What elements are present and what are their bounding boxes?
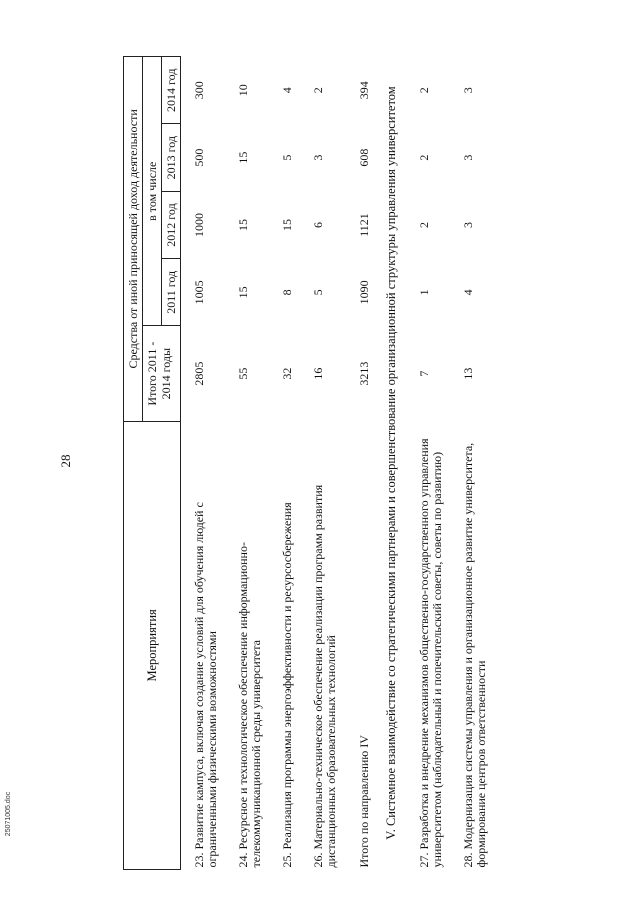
row-2014: 10 [236,84,250,97]
section-heading-row [381,57,406,870]
year-header-2011: 2011 год [162,259,181,326]
page-number: 28 [58,454,73,468]
measures-header: Мероприятия [124,421,181,869]
table-row [269,57,300,870]
row-2012: 1000 [192,212,206,237]
row-2014: 300 [192,81,206,100]
funding-table [123,56,494,870]
row-2013: 2 [417,154,431,161]
section-heading: V. Системное взаимодействие со стратегическими партнерами и совершенствование организационной структуры управления университетом [384,86,398,840]
row-2011: 5 [311,289,325,296]
row-2011: 4 [461,289,475,296]
row-total: 2805 [192,361,206,386]
year-header-2014: 2014 год [162,57,181,124]
row-total: 16 [311,367,325,380]
row-2012: 3 [461,221,475,228]
year-header-2012: 2012 год [162,191,181,258]
row-2012: 15 [236,218,250,231]
row-2013: 15 [236,151,250,164]
row-2013: 500 [192,148,206,167]
table-row [225,57,269,870]
row-2014: 394 [357,81,371,100]
row-2012: 6 [311,221,325,228]
row-name: 28. Модернизация системы управления и организационное развитие университета, формирование центров ответственности [461,442,488,868]
row-name: 26. Материально-техническое обеспечение реализации программ развития дистанционных образовательных технологий [311,484,338,868]
row-total: 13 [461,367,475,380]
row-2013: 3 [461,154,475,161]
row-2013: 5 [280,154,294,161]
table-row [406,57,450,870]
row-total: 55 [236,367,250,380]
rotated-page-content [123,56,591,870]
row-name: 25. Реализация программы энергоэффективности и ресурсосбережения [280,502,294,868]
table-row-total [344,57,381,870]
table-row [450,57,494,870]
row-total: 7 [417,370,431,377]
row-2012: 1121 [357,213,371,237]
row-name: Итого по направлению IV [357,735,371,868]
row-2011: 8 [280,289,294,296]
row-2013: 3 [311,154,325,161]
row-name: 24. Ресурсное и технологическое обеспечение информационно-телекоммуникационной среды университета [236,542,263,868]
row-name: 27. Разработка и внедрение механизмов общественно-государственного управления университетом (наблюдательный и попечительский советы, советы по развитию) [417,438,444,868]
row-total: 32 [280,367,294,380]
row-2014: 2 [311,87,325,94]
row-2011: 1090 [357,280,371,305]
total-header: Итого 2011 - 2014 годы [143,326,181,421]
row-2014: 2 [417,87,431,94]
row-2011: 1005 [192,280,206,305]
row-2014: 3 [461,87,475,94]
row-2011: 15 [236,286,250,299]
including-header: в том числе [143,57,162,327]
table-row [181,57,226,870]
funds-header: Средства от иной приносящей доход деятельности [124,57,143,422]
row-2012: 15 [280,218,294,231]
row-name: 23. Развитие кампуса, включая создание условий для обучения людей с ограниченными физическими возможностями [192,502,219,868]
row-2011: 1 [417,289,431,296]
row-2013: 608 [357,148,371,167]
row-total: 3213 [357,361,371,386]
year-header-2013: 2013 год [162,124,181,191]
row-2014: 4 [280,87,294,94]
footer-document-code: 25071005.doc [5,791,12,837]
row-2012: 2 [417,221,431,228]
table-row [300,57,344,870]
